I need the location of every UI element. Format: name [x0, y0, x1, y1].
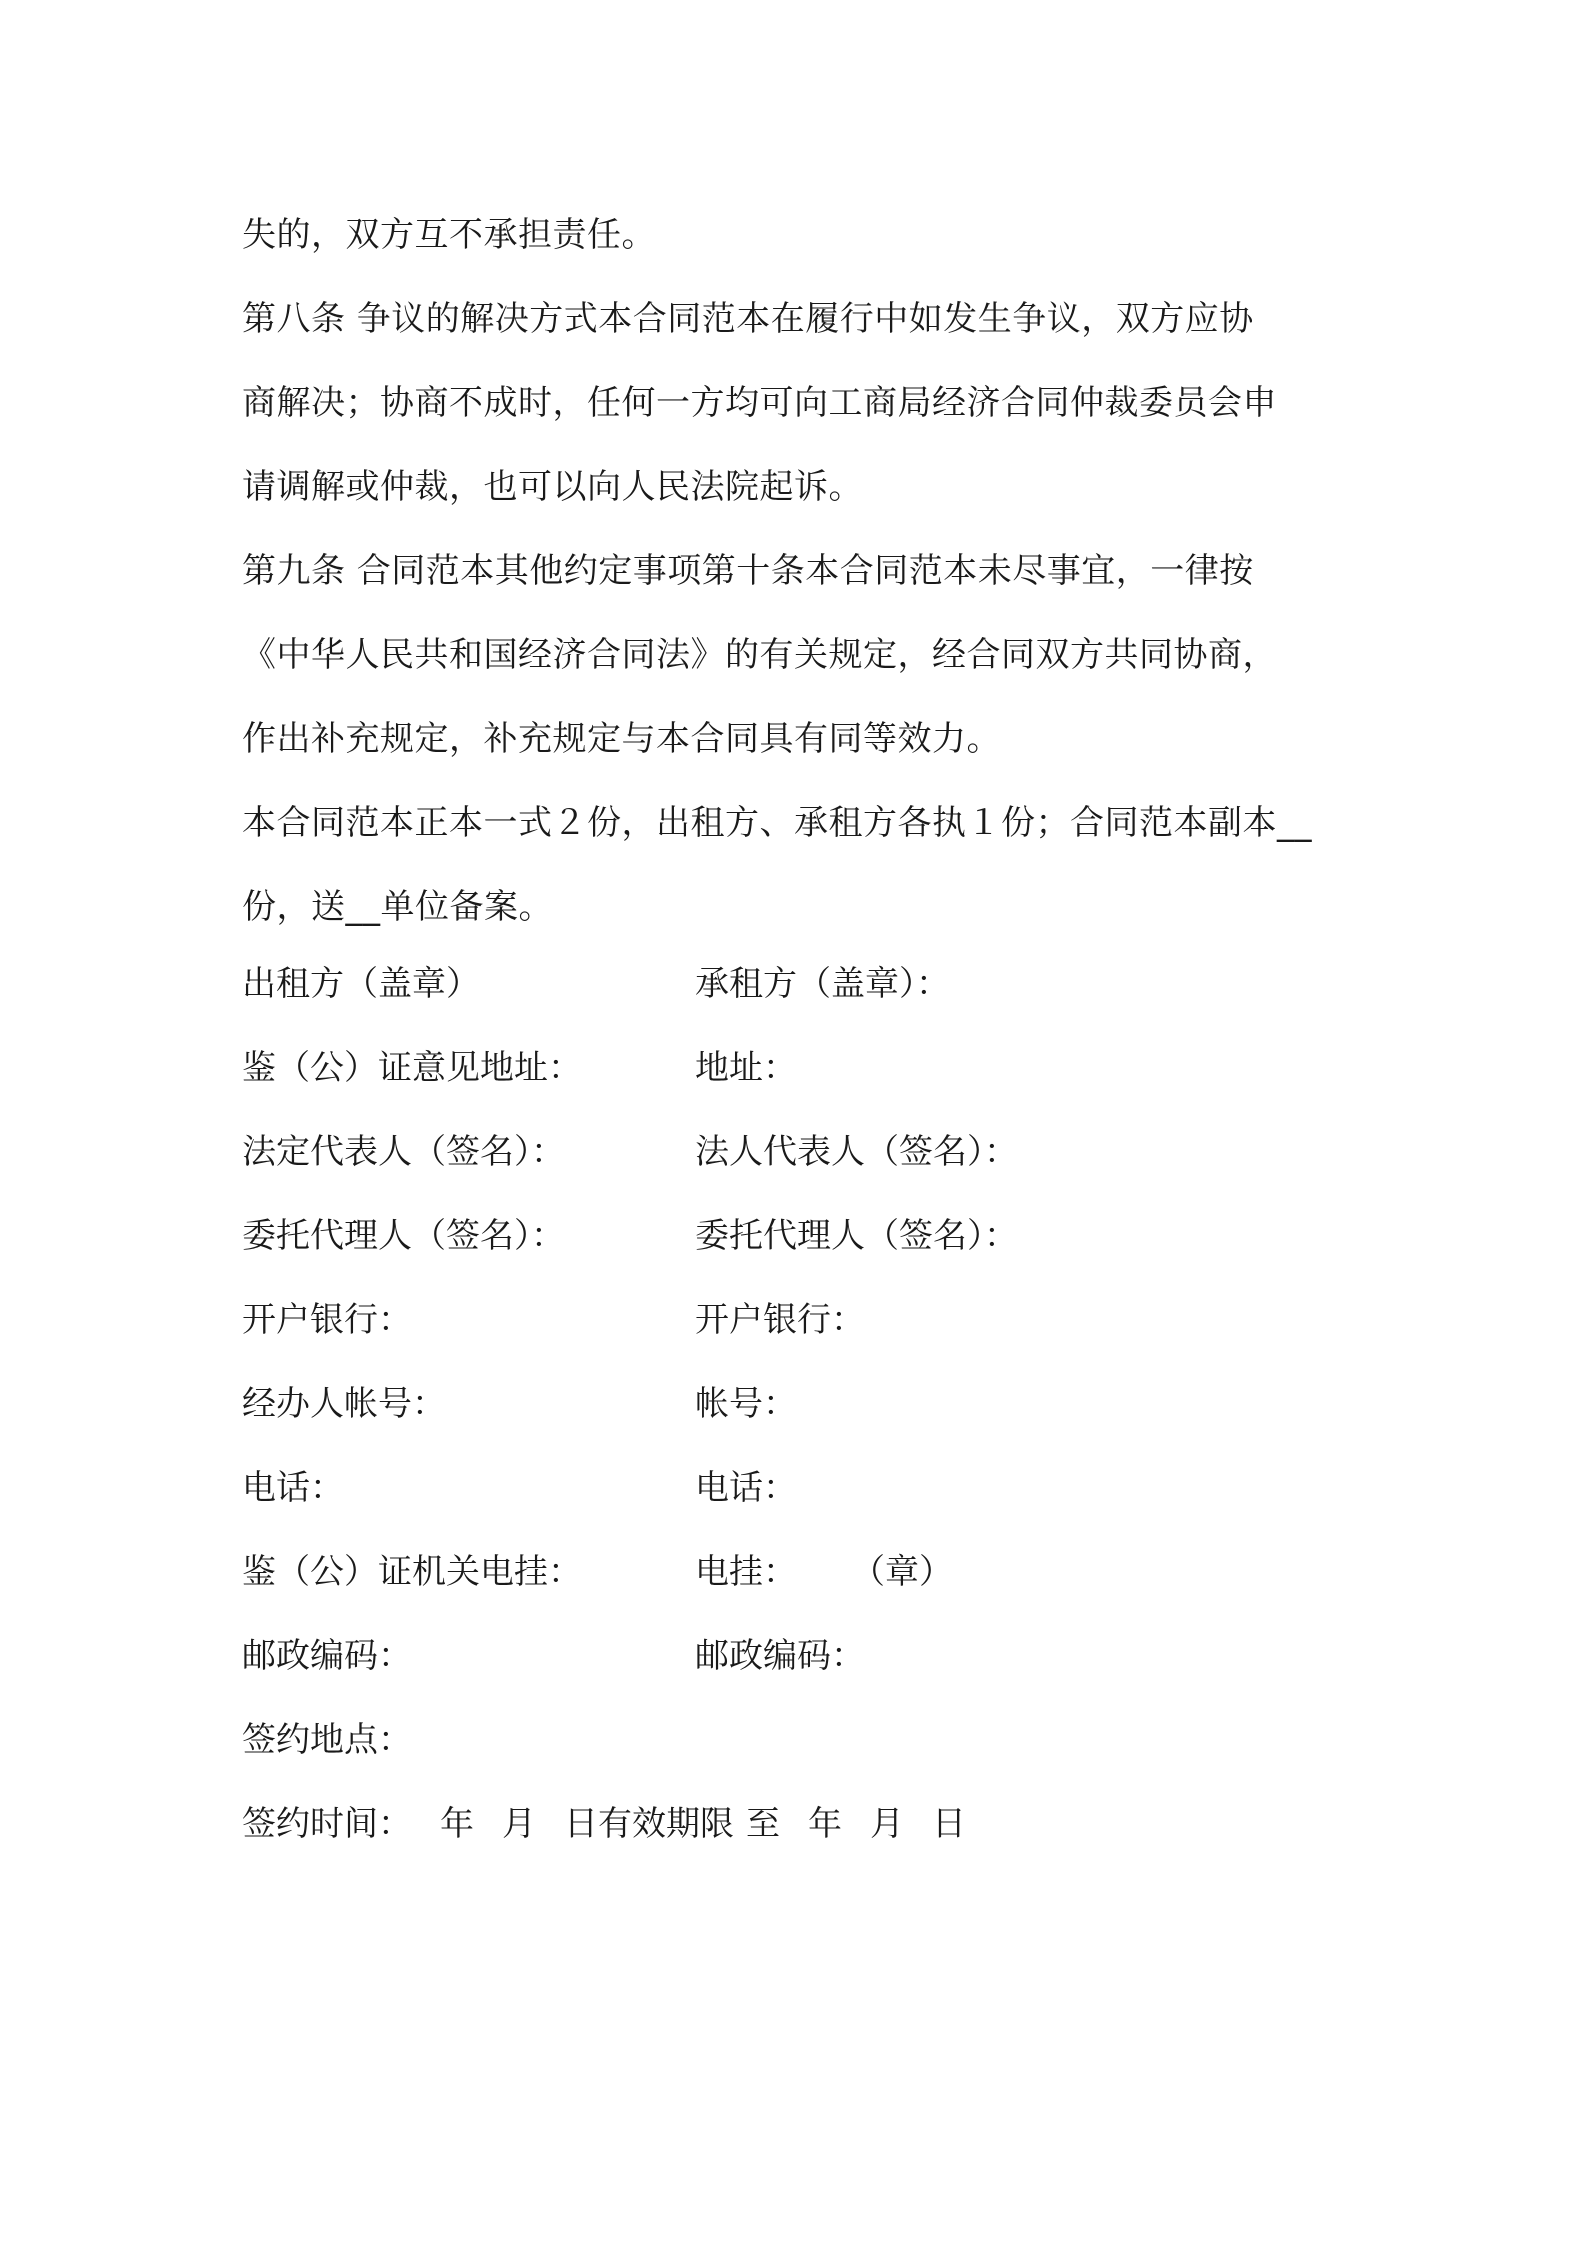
signing-time-row [242, 1782, 1362, 1866]
paragraph-line: 作出补充规定，补充规定与本合同具有同等效力。 [242, 719, 1001, 759]
seal-label: （章） [851, 1552, 953, 1592]
telegram-label: 电挂： [695, 1552, 797, 1592]
lessor-seal-label: 出租方（盖章） [242, 964, 480, 1004]
account-label: 帐号： [695, 1384, 797, 1424]
paragraph-line: 份，送__单位备案。 [242, 887, 553, 927]
date-day-end: 日 [932, 1804, 966, 1844]
paragraph-line: 商解决；协商不成时，任何一方均可向工商局经济合同仲裁委员会申 [242, 383, 1277, 423]
signature-row [242, 1446, 1362, 1530]
signature-row [242, 942, 1362, 1026]
agent-label: 委托代理人（签名）： [242, 1216, 565, 1256]
notary-address-label: 鉴（公）证意见地址： [242, 1048, 582, 1088]
signature-block [242, 942, 1362, 1866]
date-month-end: 月 [870, 1804, 904, 1844]
signature-row [242, 1614, 1362, 1698]
date-year: 年 [440, 1804, 474, 1844]
date-day-validity: 日有效期限 [564, 1804, 734, 1844]
paragraph-line: 《中华人民共和国经济合同法》的有关规定，经合同双方共同协商， [242, 635, 1277, 675]
legal-representative-label: 法定代表人（签名）： [242, 1132, 565, 1172]
phone-label: 电话： [695, 1468, 797, 1508]
paragraph-line: 第九条 合同范本其他约定事项第十条本合同范本未尽事宜，一律按 [242, 551, 1254, 591]
paragraph-line: 请调解或仲裁，也可以向人民法院起诉。 [242, 467, 863, 507]
account-label: 经办人帐号： [242, 1384, 446, 1424]
signature-right-empty [695, 1698, 1362, 1782]
signature-row [242, 1194, 1362, 1278]
postal-code-label: 邮政编码： [242, 1636, 412, 1676]
signature-row [242, 1530, 1362, 1614]
paragraph-line: 第八条 争议的解决方式本合同范本在履行中如发生争议，双方应协 [242, 299, 1254, 339]
notary-telegram-label: 鉴（公）证机关电挂： [242, 1552, 582, 1592]
signature-row [242, 1698, 1362, 1782]
signature-row [242, 1278, 1362, 1362]
date-to: 至 [746, 1804, 780, 1844]
paragraph-line: 本合同范本正本一式２份，出租方、承租方各执１份；合同范本副本__ [242, 803, 1312, 843]
contract-body [242, 193, 1362, 949]
signing-time-label: 签约时间： [242, 1804, 412, 1844]
agent-label: 委托代理人（签名）： [695, 1216, 1018, 1256]
legal-representative-label: 法人代表人（签名）： [695, 1132, 1018, 1172]
bank-label: 开户银行： [695, 1300, 865, 1340]
paragraph-line: 失的，双方互不承担责任。 [242, 215, 656, 255]
date-year-end: 年 [808, 1804, 842, 1844]
telegram-field [695, 1530, 1362, 1614]
lessee-seal-label: 承租方（盖章）： [695, 964, 950, 1004]
address-label: 地址： [695, 1048, 797, 1088]
bank-label: 开户银行： [242, 1300, 412, 1340]
signature-row [242, 1362, 1362, 1446]
signature-row [242, 1110, 1362, 1194]
signature-row [242, 1026, 1362, 1110]
date-month: 月 [502, 1804, 536, 1844]
phone-label: 电话： [242, 1468, 344, 1508]
postal-code-label: 邮政编码： [695, 1636, 865, 1676]
signing-place-label: 签约地点： [242, 1720, 412, 1760]
